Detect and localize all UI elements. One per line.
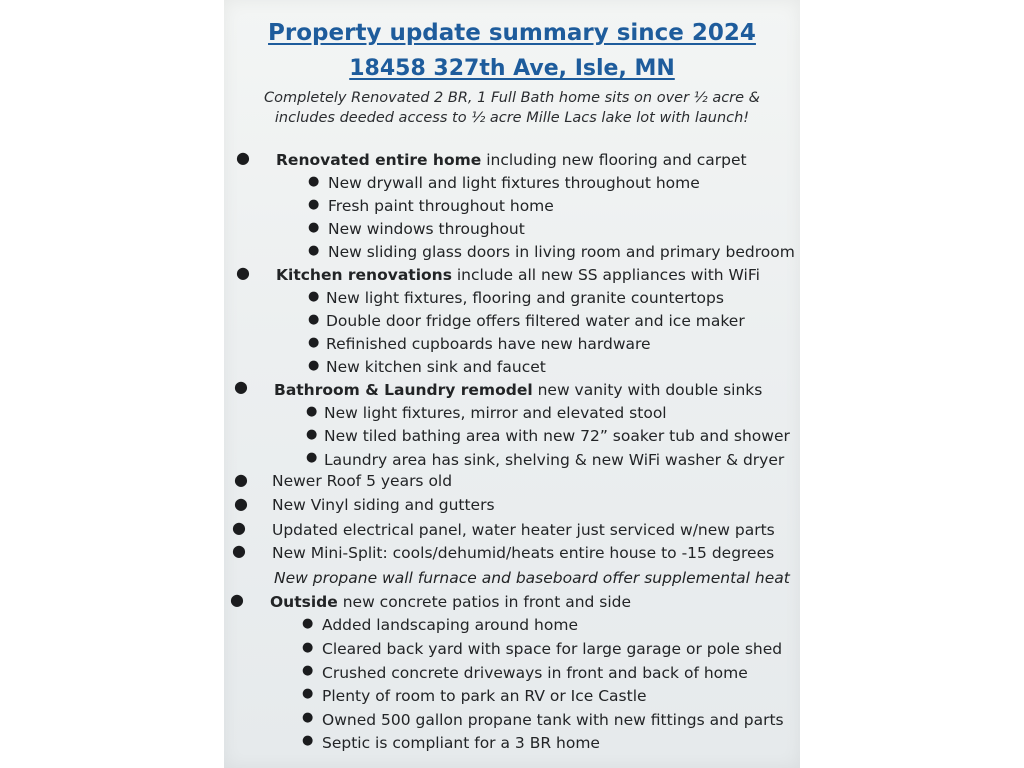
sub-bullet-icon: ● <box>302 663 314 678</box>
sub-bullet-icon: ● <box>308 197 320 212</box>
list-item: Updated electrical panel, water heater just serviced w/new parts <box>272 521 775 539</box>
list-item: New sliding glass doors in living room and primary bedroom <box>328 243 795 261</box>
bullet-icon: ● <box>234 494 248 513</box>
property-address: 18458 327th Ave, Isle, MN <box>349 56 675 81</box>
list-item: New Mini-Split: cools/dehumid/heats entire house to -15 degrees <box>272 544 775 562</box>
property-flyer <box>224 0 800 768</box>
section-bold-label: Bathroom & Laundry remodel <box>274 381 533 399</box>
page-title: Property update summary since 2024 <box>268 20 756 46</box>
sub-bullet-icon: ● <box>308 243 320 258</box>
bullet-icon: ● <box>232 518 246 537</box>
list-item: Owned 500 gallon propane tank with new fittings and parts <box>322 711 784 729</box>
section-bold-label: Kitchen renovations <box>276 266 452 284</box>
list-item: New light fixtures, flooring and granite countertops <box>326 289 724 307</box>
sub-bullet-icon: ● <box>308 312 320 327</box>
list-item: Fresh paint throughout home <box>328 197 554 215</box>
list-item: Newer Roof 5 years old <box>272 472 453 490</box>
sub-bullet-icon: ● <box>306 404 318 419</box>
list-item: New tiled bathing area with new 72” soaker tub and shower <box>324 427 790 445</box>
supplemental-heat-note: New propane wall furnace and baseboard offer supplemental heat <box>274 569 790 587</box>
bullet-icon: ● <box>232 541 246 560</box>
bullet-icon: ● <box>230 590 244 609</box>
bullet-icon: ● <box>236 148 250 167</box>
sub-bullet-icon: ● <box>302 710 314 725</box>
section-text: include all new SS appliances with WiFi <box>451 266 760 284</box>
sub-bullet-icon: ● <box>306 450 318 465</box>
bullet-icon: ● <box>234 377 248 396</box>
sub-bullet-icon: ● <box>302 733 314 748</box>
section-renovation-heading <box>276 150 747 170</box>
intro-line-2: includes deeded access to ½ acre Mille Lacs lake lot with launch! <box>274 110 750 126</box>
list-item: New drywall and light fixtures throughout home <box>328 174 700 192</box>
sub-bullet-icon: ● <box>308 220 320 235</box>
sub-bullet-icon: ● <box>302 686 314 701</box>
list-item: Septic is compliant for a 3 BR home <box>322 734 600 752</box>
list-item: Laundry area has sink, shelving & new WiFi washer & dryer <box>324 451 785 469</box>
list-item: Double door fridge offers filtered water and ice maker <box>326 312 745 330</box>
sub-bullet-icon: ● <box>308 358 320 373</box>
section-text: new concrete patios in front and side <box>337 593 632 611</box>
section-bold-label: Renovated entire home <box>276 151 482 169</box>
sub-bullet-icon: ● <box>302 616 314 631</box>
sub-bullet-icon: ● <box>308 174 320 189</box>
list-item: Cleared back yard with space for large garage or pole shed <box>322 640 783 658</box>
section-bathroom-heading <box>274 380 762 400</box>
list-item: Crushed concrete driveways in front and back of home <box>322 664 748 682</box>
section-text: including new flooring and carpet <box>481 151 747 169</box>
section-bold-label: Outside <box>270 593 338 611</box>
section-kitchen-heading <box>276 265 760 285</box>
sub-bullet-icon: ● <box>302 640 314 655</box>
bullet-icon: ● <box>236 263 250 282</box>
bullet-icon: ● <box>234 470 248 489</box>
section-text: new vanity with double sinks <box>532 381 763 399</box>
list-item: New windows throughout <box>328 220 525 238</box>
list-item: New Vinyl siding and gutters <box>272 496 495 514</box>
section-outside-heading <box>270 592 631 612</box>
list-item: New kitchen sink and faucet <box>326 358 546 376</box>
sub-bullet-icon: ● <box>308 335 320 350</box>
list-item: New light fixtures, mirror and elevated stool <box>324 404 667 422</box>
list-item: Refinished cupboards have new hardware <box>326 335 651 353</box>
sub-bullet-icon: ● <box>306 427 318 442</box>
intro-line-1: Completely Renovated 2 BR, 1 Full Bath home sits on over ½ acre & <box>264 90 760 106</box>
list-item: Added landscaping around home <box>322 616 578 634</box>
list-item: Plenty of room to park an RV or Ice Castle <box>322 687 647 705</box>
sub-bullet-icon: ● <box>308 289 320 304</box>
